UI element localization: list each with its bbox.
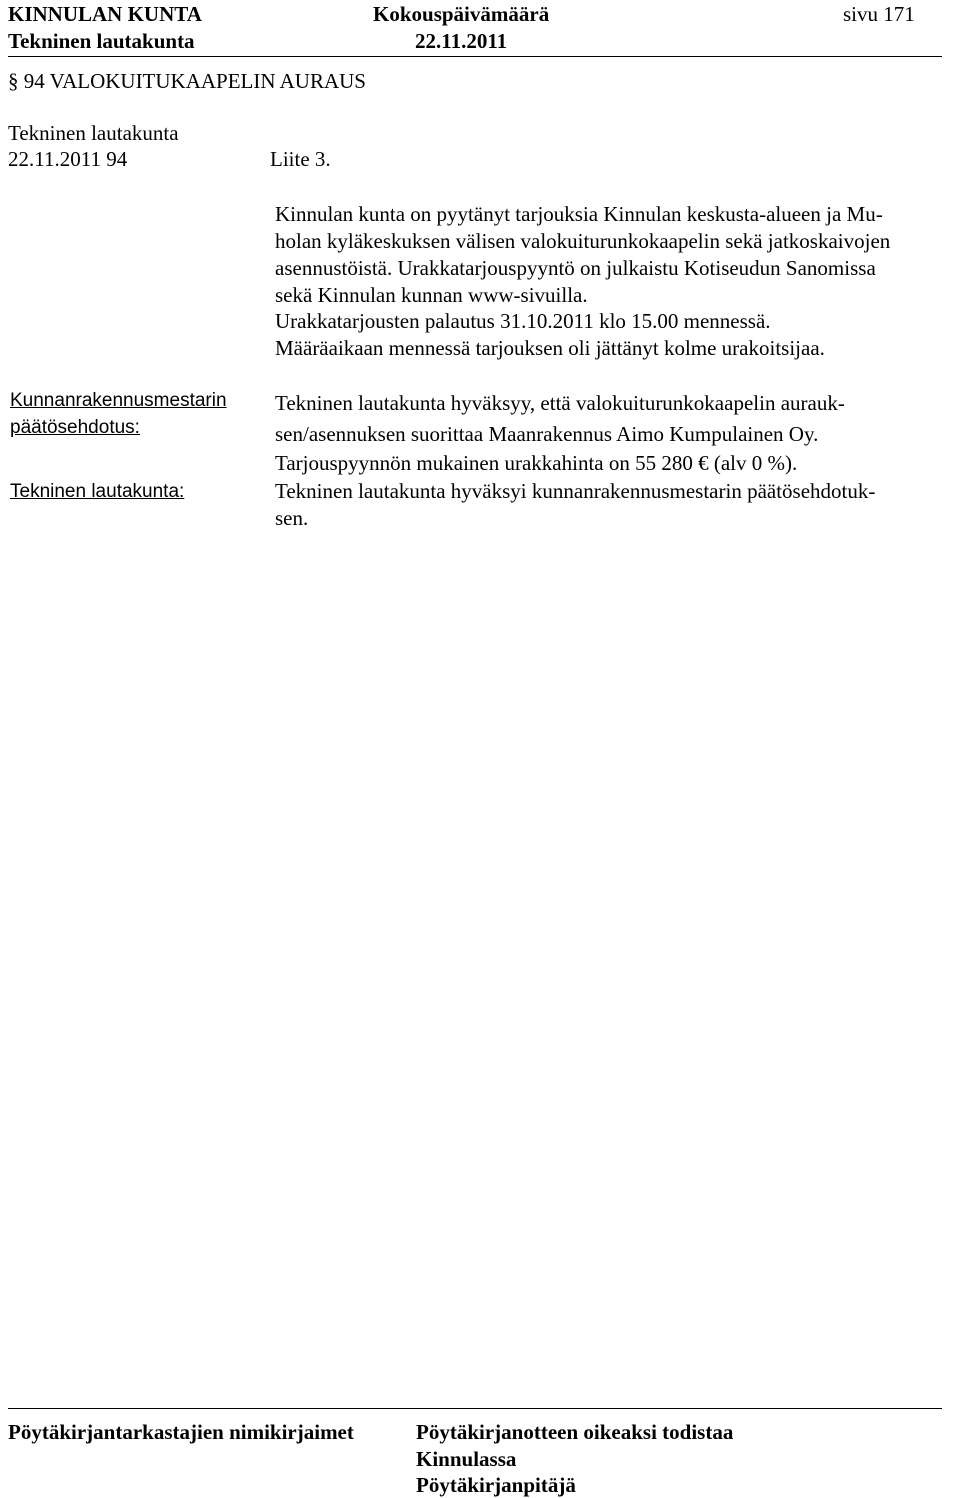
footer-initials-label: Pöytäkirjantarkastajien nimikirjaimet: [8, 1420, 354, 1444]
section-title: § 94 VALOKUITUKAAPELIN AURAUS: [8, 69, 366, 93]
proposal-label-continued: päätösehdotus:: [10, 417, 140, 438]
proposal-line: sen/asennuksen suorittaa Maanrakennus Aimo Kumpulainen Oy.: [275, 422, 819, 446]
reference-attachment: Liite 3.: [270, 147, 331, 171]
proposal-line: Tarjouspyynnön mukainen urakkahinta on 55 280 € (alv 0 %).: [275, 451, 798, 475]
paragraph-line: asennustöistä. Urakkatarjouspyyntö on julkaistu Kotiseudun Sanomissa: [275, 256, 876, 280]
paragraph-line: holan kyläkeskuksen välisen valokuiturunkokaapelin sekä jatkoskaivojen: [275, 229, 891, 253]
proposal-line: Tekninen lautakunta hyväksyy, että valokuiturunkokaapelin aurauk-: [275, 391, 845, 415]
paragraph-line: Määräaikaan mennessä tarjouksen oli jättänyt kolme urakoitsijaa.: [275, 336, 825, 360]
municipality-name: KINNULAN KUNTA: [8, 2, 202, 26]
paragraph-line: sekä Kinnulan kunnan www-sivuilla.: [275, 283, 588, 307]
header-divider: [8, 56, 942, 57]
meeting-date-label: Kokouspäivämäärä: [373, 2, 550, 26]
paragraph-line: Kinnulan kunta on pyytänyt tarjouksia Kinnulan keskusta-alueen ja Mu-: [275, 202, 883, 226]
meeting-date: 22.11.2011: [415, 29, 508, 53]
decision-line: sen.: [275, 506, 309, 530]
footer-certify-label: Pöytäkirjanotteen oikeaksi todistaa: [416, 1420, 734, 1444]
footer-keeper: Pöytäkirjanpitäjä: [416, 1473, 576, 1497]
decision-label: Tekninen lautakunta:: [10, 481, 185, 502]
board-name: Tekninen lautakunta: [8, 29, 195, 53]
decision-line: Tekninen lautakunta hyväksyi kunnanrakennusmestarin päätösehdotuk-: [275, 479, 876, 503]
reference-board: Tekninen lautakunta: [8, 121, 179, 145]
reference-date-number: 22.11.2011 94: [8, 147, 128, 171]
footer-place: Kinnulassa: [416, 1447, 517, 1471]
proposal-label: Kunnanrakennusmestarin: [10, 390, 227, 411]
page-number: sivu 171: [843, 2, 915, 26]
footer-divider: [8, 1408, 942, 1409]
paragraph-line: Urakkatarjousten palautus 31.10.2011 klo 15.00 mennessä.: [275, 309, 771, 333]
